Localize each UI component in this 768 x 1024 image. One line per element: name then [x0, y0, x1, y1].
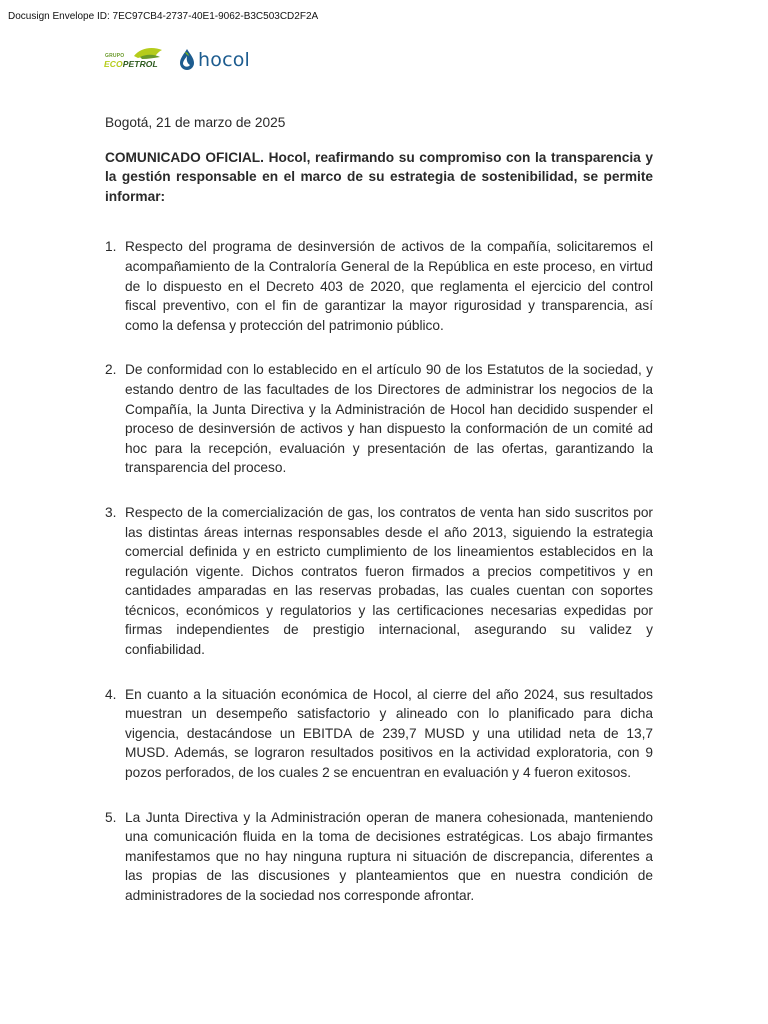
header-logos: [104, 44, 250, 76]
list-item: [105, 360, 653, 478]
point-number: 5.: [105, 809, 117, 825]
point-text: Respecto del programa de desinversión de activos de la compañía, solicitaremos el acompañamiento de la Contraloría General de la República en este proceso, en virtud de lo dispuesto en el Decreto 403 de 2020, que reglamenta el ejercicio del control fiscal preventivo, con el fin de garantizar la mayor rigurosidad y transparencia, así como la defensa y protección del patrimonio público.: [125, 239, 653, 333]
ecopetrol-eco-part: ECO: [104, 59, 123, 69]
ecopetrol-group-label: GRUPO: [105, 53, 125, 59]
statement-points: [105, 237, 653, 905]
point-text: De conformidad con lo establecido en el artículo 90 de los Estatutos de la sociedad, y estando dentro de las facultades de los Directores de administrar los negocios de la Compañía, la Junta Directiva y la Administración de Hocol han decidido suspender el proceso de desinversión de activos y han dispuesto la conformación de un comité ad hoc para la recepción, evaluación y presentación de las ofertas, garantizando la transparencia del proceso.: [125, 362, 653, 476]
ecopetrol-logo: [104, 46, 168, 74]
hocol-wordmark: hocol: [198, 49, 251, 71]
date-line: Bogotá, 21 de marzo de 2025: [105, 115, 286, 130]
list-item: [105, 503, 653, 660]
list-item: [105, 808, 653, 906]
official-statement-intro: COMUNICADO OFICIAL. Hocol, reafirmando su compromiso con la transparencia y la gestión responsable en el marco de su estrategia de sostenibilidad, se permite informar:: [105, 149, 653, 204]
docusign-envelope-id: Docusign Envelope ID: 7EC97CB4-2737-40E1-9062-B3C503CD2F2A: [8, 11, 319, 22]
point-number: 3.: [105, 504, 117, 520]
hocol-logo: [178, 48, 250, 72]
ecopetrol-petrol-part: PETROL: [122, 59, 158, 69]
point-text: La Junta Directiva y la Administración operan de manera cohesionada, manteniendo una comunicación fluida en la toma de decisiones estratégicas. Los abajo firmantes manifestamos que no hay ninguna ruptura ni situación de discrepancia, diferentes a las propias de las discusiones y planteamientos que en nuestra condición de administradores de la sociedad nos corresponde afrontar.: [125, 809, 653, 903]
ecopetrol-wordmark: [104, 59, 158, 69]
point-number: 4.: [105, 686, 117, 702]
point-text: Respecto de la comercialización de gas, los contratos de venta han sido suscritos por las distintas áreas internas responsables desde el año 2013, siguiendo la estrategia comercial definida y en estricto cumplimiento de los lineamientos establecidos en la regulación vigente. Dichos contratos fueron firmados a precios competitivos y en cantidades amparadas en las reservas probadas, las cuales cuentan con soportes técnicos, económicos y regulatorios y las certificaciones necesarias expedidas por firmas independientes de prestigio internacional, asegurando su validez y confiabilidad.: [125, 504, 653, 658]
point-number: 2.: [105, 362, 117, 378]
hocol-drop-icon: [178, 48, 196, 72]
list-item: [105, 237, 653, 335]
point-number: 1.: [105, 239, 117, 255]
letter-body: [105, 113, 653, 931]
list-item: [105, 685, 653, 783]
point-text: En cuanto a la situación económica de Hocol, al cierre del año 2024, sus resultados muestran un desempeño satisfactorio y alineado con lo planificado para dicha vigencia, destacándose un EBITDA de 239,7 MUSD y una utilidad neta de 13,7 MUSD. Además, se lograron resultados positivos en la actividad exploratoria, con 9 pozos perforados, de los cuales 2 se encuentran en evaluación y 4 fueron exitosos.: [125, 686, 653, 781]
